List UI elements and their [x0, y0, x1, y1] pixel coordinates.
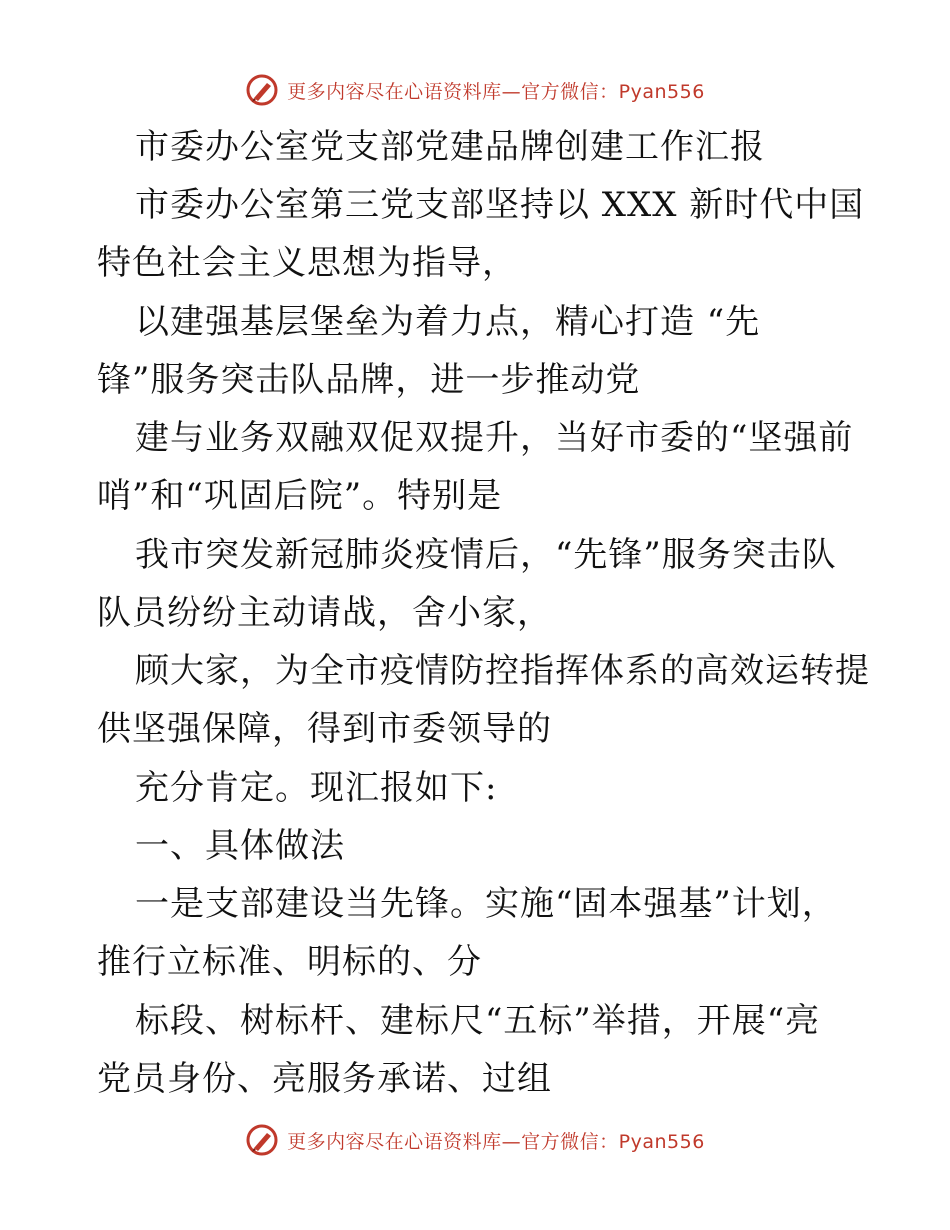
document-title: 市委办公室党支部党建品牌创建工作汇报: [135, 127, 765, 167]
banner-text: 更多内容尽在心语资料库—官方微信：Pyan556: [287, 1130, 705, 1153]
text-line: 以建强基层堡垒为着力点，精心打造 “先: [135, 302, 761, 342]
text-line: 充分肯定。现汇报如下:: [135, 768, 498, 808]
text-line: 锋”服务突击队品牌，进一步推动党: [97, 360, 641, 400]
text-line: 标段、树标杆、建标尺“五标”举措，开展“亮: [135, 1001, 821, 1041]
text-line: 市委办公室第三党支部坚持以 XXX 新时代中国: [135, 185, 865, 225]
section-heading: 一、具体做法: [135, 826, 345, 866]
text-line: 推行立标准、明标的、分: [97, 942, 482, 982]
text-line: 队员纷纷主动请战，舍小家，: [97, 593, 552, 633]
text-line: 特色社会主义思想为指导，: [97, 243, 517, 283]
footer-banner: [0, 1120, 950, 1160]
pen-logo-icon: [245, 73, 279, 107]
text-line: 哨”和“巩固后院”。特别是: [97, 476, 503, 516]
text-line: 一是支部建设当先锋。实施“固本强基”计划，: [135, 884, 837, 924]
header-banner: [0, 70, 950, 110]
banner-text: 更多内容尽在心语资料库—官方微信：Pyan556: [287, 80, 705, 103]
text-line: 建与业务双融双促双提升，当好市委的“坚强前: [135, 418, 854, 458]
pen-logo-icon: [245, 1123, 279, 1157]
text-line: 顾大家，为全市疫情防控指挥体系的高效运转提: [135, 651, 870, 691]
text-line: 供坚强保障，得到市委领导的: [97, 709, 552, 749]
text-line: 党员身份、亮服务承诺、过组: [97, 1059, 552, 1099]
text-line: 我市突发新冠肺炎疫情后，“先锋”服务突击队: [135, 535, 837, 575]
